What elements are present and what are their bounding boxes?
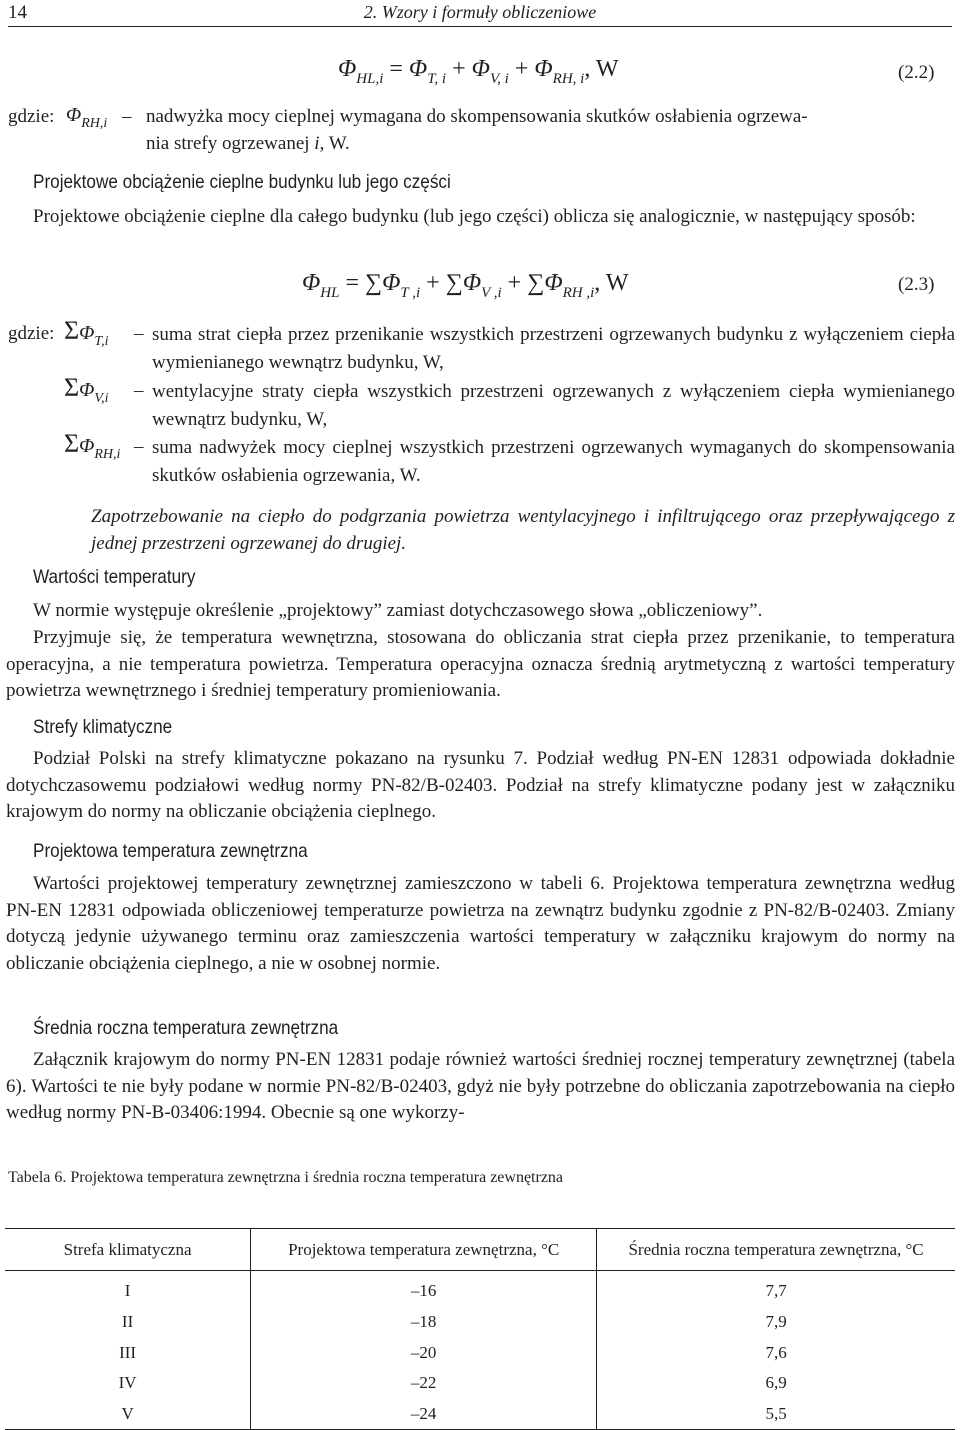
- definition-dash: –: [134, 323, 144, 344]
- table-cell: IV: [118, 1373, 137, 1393]
- italic-note: Zapotrzebowanie na ciepło do podgrzania powietrza wentylacyjnego i infiltrującego oraz przepływającego z jednej przestrzeni ogrzewanej do drugiej.: [91, 506, 955, 554]
- paragraph: Podział Polski na strefy klimatyczne pokazano na rysunku 7. Podział według PN-EN 12831 odpowiada dokładnie dotychczasowemu podziałowi według normy PN-82/B-02403. Podział na strefy klimatyczne podany jest w załączniku krajowym do normy na obliczanie obciążenia cieplnego.: [6, 748, 955, 822]
- table-caption: Tabela 6. Projektowa temperatura zewnętrzna i średnia roczna temperatura zewnętrzna: [8, 1169, 564, 1186]
- equation-2-3: $\Phi_{HL} = \sum\Phi_{T ,i} + \sum\Phi_{V ,i} + \sum\Phi_{RH ,i}$, W: [302, 270, 629, 301]
- page-number: 14: [8, 2, 27, 23]
- paragraph: Wartości projektowej temperatury zewnętrznej zamieszczono w tabeli 6. Projektowa temperatura zewnętrzna według PN-EN 12831 odpowiada obliczeniowej temperaturze powietrza na zewnątrz budynku zgodnie z PN-82/B-02403. Zmiany dotyczą jedynie używanego terminu oraz zamieszczenia wartości temperatury w załączniku krajowym do normy na obliczanie obciążenia cieplnego, a nie w osobnej normie.: [6, 873, 955, 974]
- section-heading: Wartości temperatury: [33, 566, 196, 588]
- table-cell: –18: [251, 1307, 597, 1338]
- symbol-sum-phi-rh: $\Sigma\Phi_{RH,i}$: [64, 429, 121, 462]
- symbol-sum-phi-v: $\Sigma\Phi_{V,i}$: [64, 373, 109, 406]
- temperature-table: [5, 1228, 955, 1430]
- table-row: [5, 1307, 955, 1338]
- definition-dash: –: [134, 380, 144, 401]
- table-header-row: [5, 1229, 955, 1271]
- table-cell: V: [5, 1399, 251, 1430]
- chapter-title: 2. Wzory i formuły obliczeniowe: [363, 2, 597, 22]
- paragraph: Załącznik krajowym do normy PN-EN 12831 podaje również wartości średniej rocznej temperatury zewnętrznej (tabela 6). Wartości te nie były podane w normie PN-82/B-02403, gdyż nie były potrzebne do obliczania zapotrzebowania na ciepło według normy PN-B-03406:1994. Obecnie są one wykorzy-: [6, 1049, 955, 1123]
- definition-text: suma strat ciepła przez przenikanie wszystkich przestrzeni ogrzewanych budynku z wyłączeniem ciepła wymienianego wewnątrz budynku, W,: [152, 324, 955, 373]
- definition-dash: –: [134, 436, 144, 457]
- column-header: Średnia roczna temperatura zewnętrzna, °C: [597, 1229, 955, 1271]
- definition-dash: –: [122, 106, 132, 127]
- paragraph: Przyjmuje się, że temperatura wewnętrzna, stosowana do obliczania strat ciepła przez przenikanie, to temperatura operacyjna, a nie temperatura powietrza. Temperatura operacyjna oznacza średnią arytmetyczną z wartości temperatury powietrza wewnętrznego i średniej temperatury promieniowania.: [6, 627, 955, 701]
- table-cell: –22: [251, 1368, 597, 1399]
- column-header: Strefa klimatyczna: [5, 1229, 251, 1271]
- table-cell: –24: [251, 1399, 597, 1430]
- definition-line: nia strefy ogrzewanej i, W.: [146, 133, 350, 154]
- section-heading: Strefy klimatyczne: [33, 716, 173, 738]
- table-row: [5, 1337, 955, 1368]
- table-cell: –16: [251, 1271, 597, 1307]
- section-heading: Średnia roczna temperatura zewnętrzna: [33, 1017, 339, 1039]
- table-cell: 5,5: [597, 1399, 955, 1430]
- symbol-phi-rh: $\Phi_{RH,i}$: [66, 104, 108, 131]
- table-cell: I: [124, 1281, 131, 1301]
- paragraph: Projektowe obciążenie cieplne dla całego budynku (lub jego części) oblicza się analogicznie, w następujący sposób:: [33, 206, 916, 227]
- definition-text: suma nadwyżek mocy cieplnej wszystkich przestrzeni ogrzewanych wymaganych do skompensowania skutków osłabienia ogrzewania, W.: [152, 437, 955, 486]
- table-row: [5, 1271, 955, 1307]
- table-row: [5, 1399, 955, 1430]
- table-cell: 6,9: [765, 1373, 787, 1393]
- table-cell: 7,9: [765, 1312, 787, 1332]
- table-cell: III: [119, 1342, 137, 1362]
- table-cell: II: [121, 1312, 134, 1332]
- table-cell: 7,6: [765, 1342, 787, 1362]
- where-label: gdzie:: [8, 323, 55, 344]
- definition-line: nadwyżka mocy cieplnej wymagana do skompensowania skutków osłabienia ogrzewa-: [146, 106, 808, 127]
- equation-number-2-2: (2.2): [898, 62, 935, 83]
- header-rule: [8, 26, 952, 27]
- where-label: gdzie:: [8, 106, 55, 127]
- equation-number-2-3: (2.3): [898, 274, 935, 295]
- equation-2-2: $\Phi_{HL,i} = \Phi_{T, i} + \Phi_{V, i} + \Phi_{RH, i}$, W: [338, 56, 619, 87]
- section-heading: Projektowe obciążenie cieplne budynku lub jego części: [33, 171, 451, 193]
- column-header: Projektowa temperatura zewnętrzna, °C: [251, 1229, 597, 1271]
- definition-text: wentylacyjne straty ciepła wszystkich przestrzeni ogrzewanych z wyłączeniem ciepła wymienianego wewnątrz budynku, W,: [152, 381, 955, 430]
- table-cell: 7,7: [765, 1281, 787, 1301]
- table-cell: –20: [251, 1337, 597, 1368]
- paragraph: W normie występuje określenie „projektowy” zamiast dotychczasowego słowa „obliczeniowy”.: [33, 600, 763, 621]
- table-row: [5, 1368, 955, 1399]
- section-heading: Projektowa temperatura zewnętrzna: [33, 840, 308, 862]
- symbol-sum-phi-t: $\Sigma\Phi_{T,i}$: [64, 316, 109, 349]
